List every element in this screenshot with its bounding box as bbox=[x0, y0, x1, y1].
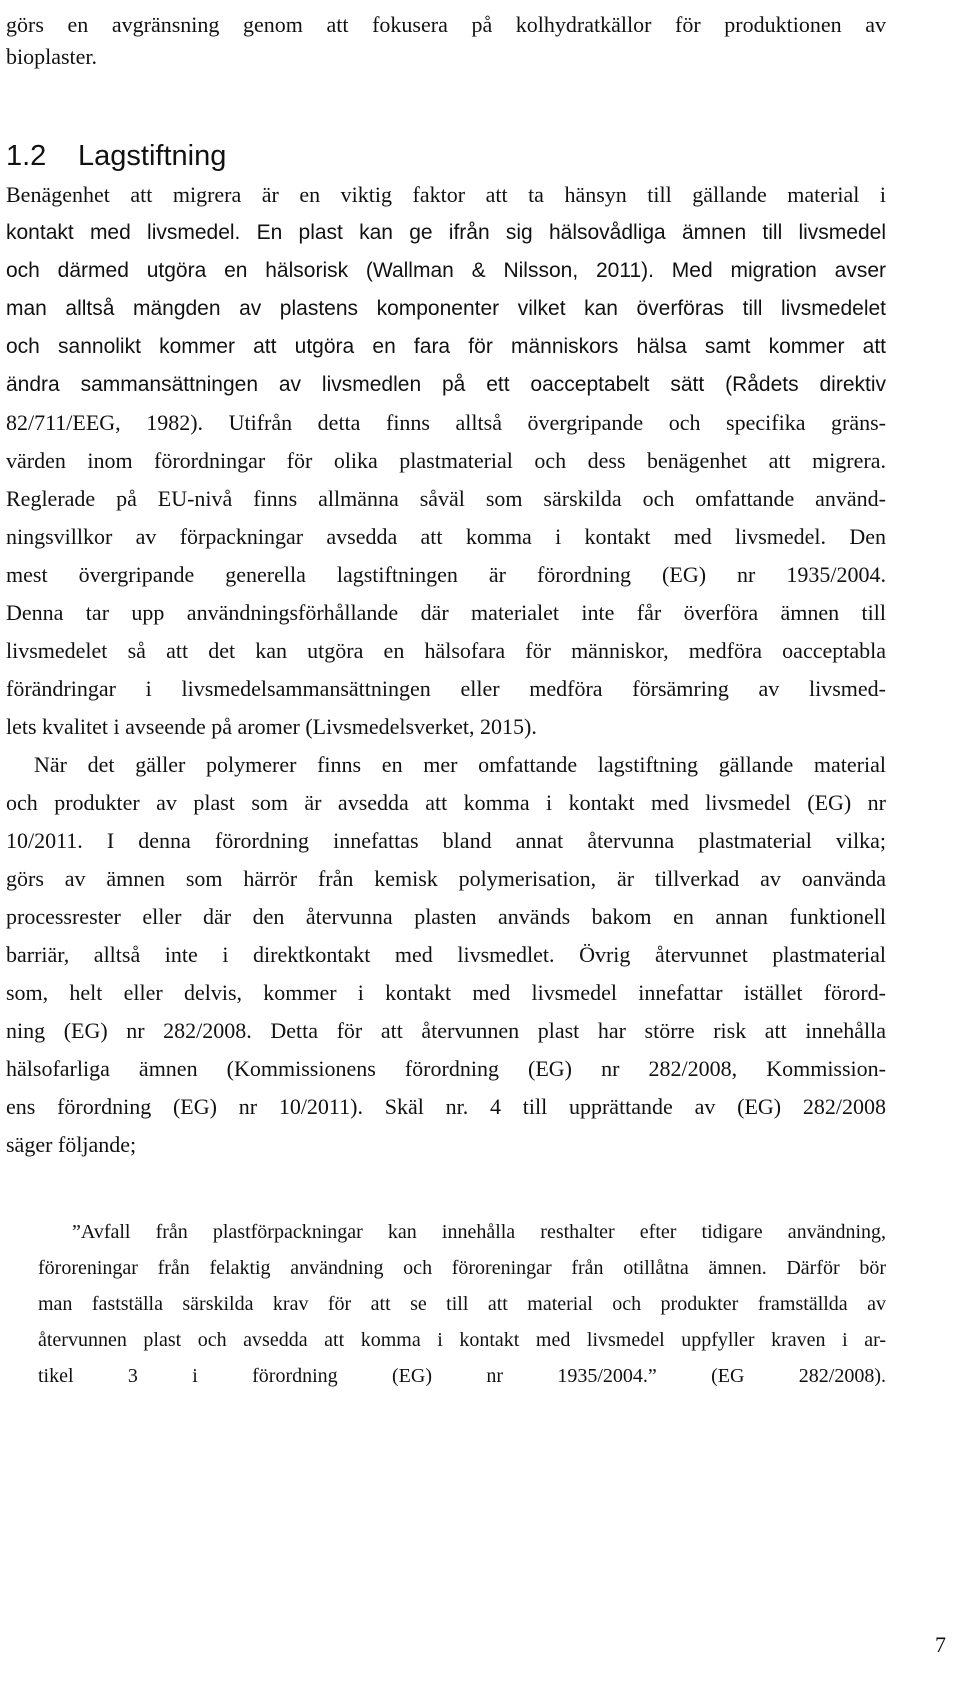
body-text-line: man alltså mängden av plastens komponenter vilket kan överföras till livsmedelet bbox=[6, 297, 886, 320]
body-text-line: Benägenhet att migrera är en viktig faktor att ta hänsyn till gällande material i bbox=[6, 182, 886, 207]
body-text-line: och därmed utgöra en hälsorisk (Wallman & Nilsson, 2011). Med migration avser bbox=[6, 259, 886, 282]
body-text-line: görs av ämnen som härrör från kemisk polymerisation, är tillverkad av oanvända bbox=[6, 866, 886, 891]
body-text-line: 10/2011. I denna förordning innefattas bland annat återvunna plastmaterial vilka; bbox=[6, 828, 886, 853]
body-text-line: kontakt med livsmedel. En plast kan ge ifrån sig hälsovådliga ämnen till livsmedel bbox=[6, 221, 886, 244]
body-text-line: hälsofarliga ämnen (Kommissionens förordning (EG) nr 282/2008, Kommission- bbox=[6, 1056, 886, 1081]
body-text-line: lets kvalitet i avseende på aromer (Livsmedelsverket, 2015). bbox=[6, 714, 537, 739]
body-text-line: bioplaster. bbox=[6, 44, 98, 69]
body-text-line: Reglerade på EU-nivå finns allmänna såväl som särskilda och omfattande använd- bbox=[6, 486, 886, 511]
body-text-line: och sannolikt kommer att utgöra en fara för människors hälsa samt kommer att bbox=[6, 335, 886, 358]
body-text-line: ning (EG) nr 282/2008. Detta för att återvunnen plast har större risk att innehålla bbox=[6, 1018, 886, 1043]
section-number: 1.2 bbox=[6, 140, 47, 172]
section-heading bbox=[6, 136, 226, 176]
body-text-line: värden inom förordningar för olika plastmaterial och dess benägenhet att migrera. bbox=[6, 448, 886, 473]
body-text-line: säger följande; bbox=[6, 1132, 137, 1157]
body-text-line: och produkter av plast som är avsedda att komma i kontakt med livsmedel (EG) nr bbox=[6, 790, 886, 815]
body-text-line: ens förordning (EG) nr 10/2011). Skäl nr. 4 till upprättande av (EG) 282/2008 bbox=[6, 1094, 886, 1119]
body-text-line: som, helt eller delvis, kommer i kontakt med livsmedel innefattar istället förord- bbox=[6, 980, 886, 1005]
quote-text-line: man fastställa särskilda krav för att se till att material och produkter framställda av bbox=[38, 1293, 886, 1315]
body-text-line: förändringar i livsmedelsammansättningen eller medföra försämring av livsmed- bbox=[6, 676, 886, 701]
section-title: Lagstiftning bbox=[78, 140, 227, 172]
body-text-line: processrester eller där den återvunna plasten används bakom en annan funktionell bbox=[6, 904, 886, 929]
body-text-line: 82/711/EEG, 1982). Utifrån detta finns alltså övergripande och specifika gräns- bbox=[6, 410, 886, 435]
body-text-line: livsmedelet så att det kan utgöra en hälsofara för människor, medföra oacceptabla bbox=[6, 638, 886, 663]
body-text-line: När det gäller polymerer finns en mer omfattande lagstiftning gällande material bbox=[34, 752, 886, 777]
body-text-line: ändra sammansättningen av livsmedlen på ett oacceptabelt sätt (Rådets direktiv bbox=[6, 373, 886, 396]
quote-text-line: föroreningar från felaktig användning och föroreningar från otillåtna ämnen. Därför bör bbox=[38, 1257, 886, 1279]
body-text-line: Denna tar upp användningsförhållande där materialet inte får överföra ämnen till bbox=[6, 600, 886, 625]
page-number: 7 bbox=[935, 1632, 946, 1657]
body-text-line: barriär, alltså inte i direktkontakt med livsmedlet. Övrig återvunnet plastmaterial bbox=[6, 942, 886, 967]
body-text-line: mest övergripande generella lagstiftningen är förordning (EG) nr 1935/2004. bbox=[6, 562, 886, 587]
quote-text-line: återvunnen plast och avsedda att komma i kontakt med livsmedel uppfyller kraven i ar- bbox=[38, 1329, 886, 1351]
body-text-line: görs en avgränsning genom att fokusera på kolhydratkällor för produktionen av bbox=[6, 12, 886, 37]
quote-text-line: tikel 3 i förordning (EG) nr 1935/2004.” (EG 282/2008). bbox=[38, 1365, 886, 1387]
body-text-line: ningsvillkor av förpackningar avsedda att komma i kontakt med livsmedel. Den bbox=[6, 524, 886, 549]
quote-text-line: ”Avfall från plastförpackningar kan innehålla resthalter efter tidigare användning, bbox=[72, 1221, 886, 1243]
